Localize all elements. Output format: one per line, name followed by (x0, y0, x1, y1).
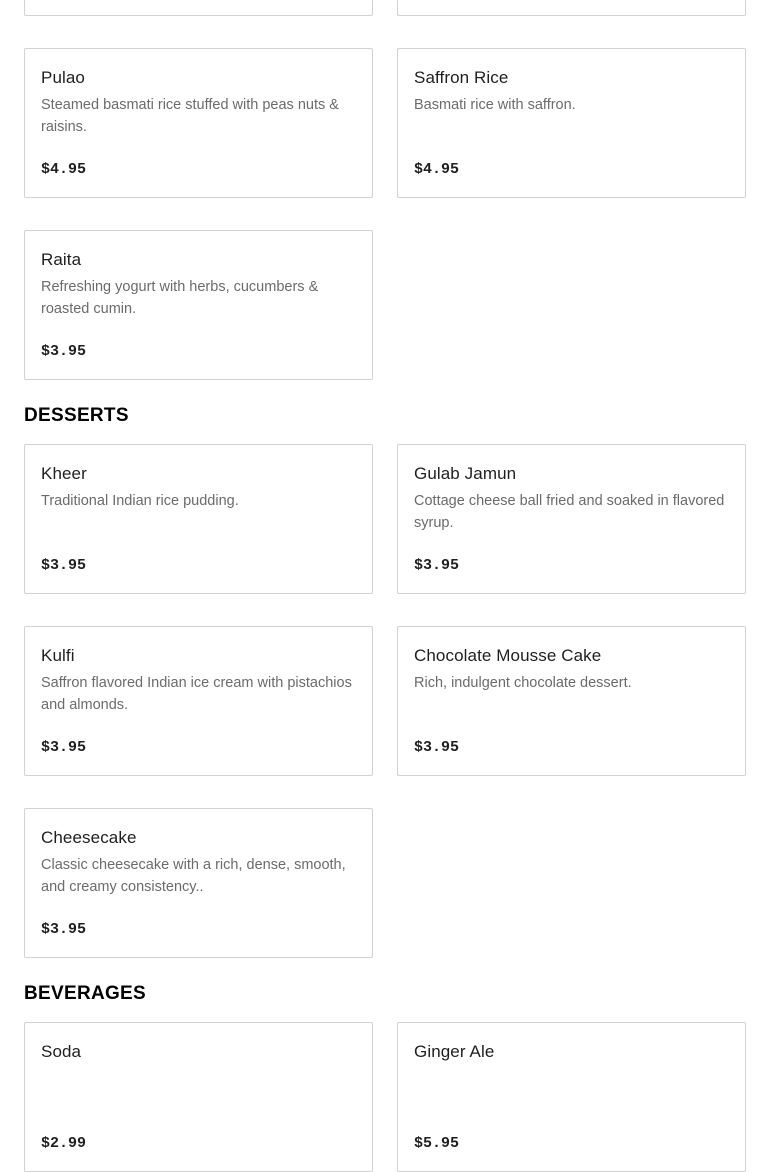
menu-item-name: Kheer (41, 464, 87, 483)
section-title-desserts: DESSERTS (24, 405, 129, 426)
menu-item-description: Rich, indulgent chocolate dessert. (414, 675, 632, 691)
menu-item-card[interactable] (24, 48, 373, 198)
menu-item-card[interactable] (24, 626, 373, 776)
menu-item-name: Pulao (41, 68, 85, 87)
menu-item-price: $3.95 (41, 921, 87, 938)
menu-item-price: $3.95 (41, 557, 87, 574)
menu-item-card-partial[interactable] (24, 0, 373, 16)
menu-item-card-partial[interactable] (397, 0, 746, 16)
menu-item-card[interactable] (24, 1022, 373, 1172)
menu-item-price: $3.95 (41, 343, 87, 360)
menu-item-price: $5.95 (414, 1135, 460, 1152)
menu-item-name: Soda (41, 1042, 82, 1061)
menu-item-description: Basmati rice with saffron. (414, 97, 576, 113)
menu-item-description: Steamed basmati rice stuffed with peas nuts & raisins. (41, 97, 339, 135)
menu-item-price: $4.95 (414, 161, 460, 178)
menu-item-card[interactable] (397, 48, 746, 198)
menu-item-card[interactable] (397, 444, 746, 594)
menu-item-card[interactable] (24, 808, 373, 958)
menu-item-name: Saffron Rice (414, 68, 509, 87)
menu-item-card[interactable] (24, 230, 373, 380)
menu-item-description: Classic cheesecake with a rich, dense, smooth, and creamy consistency.. (41, 857, 346, 895)
menu-item-price: $3.95 (414, 557, 460, 574)
menu-item-card[interactable] (397, 1022, 746, 1172)
menu-item-name: Kulfi (41, 646, 75, 665)
menu-item-card[interactable] (397, 626, 746, 776)
menu-item-description: Saffron flavored Indian ice cream with pistachios and almonds. (41, 675, 352, 713)
menu-item-name: Ginger Ale (414, 1042, 495, 1061)
menu-item-name: Raita (41, 250, 82, 269)
menu-item-description: Traditional Indian rice pudding. (41, 493, 239, 509)
menu-item-card[interactable] (24, 444, 373, 594)
menu-item-description: Cottage cheese ball fried and soaked in flavored syrup. (414, 493, 725, 531)
menu-item-price: $2.99 (41, 1135, 87, 1152)
section-title-beverages: BEVERAGES (24, 983, 147, 1004)
menu-item-price: $3.95 (41, 739, 87, 756)
menu-item-price: $3.95 (414, 739, 460, 756)
menu-item-description: Refreshing yogurt with herbs, cucumbers & roasted cumin. (41, 279, 319, 317)
menu-item-name: Cheesecake (41, 828, 137, 847)
menu-item-name: Gulab Jamun (414, 464, 517, 483)
menu-item-name: Chocolate Mousse Cake (414, 646, 602, 665)
menu-item-price: $4.95 (41, 161, 87, 178)
